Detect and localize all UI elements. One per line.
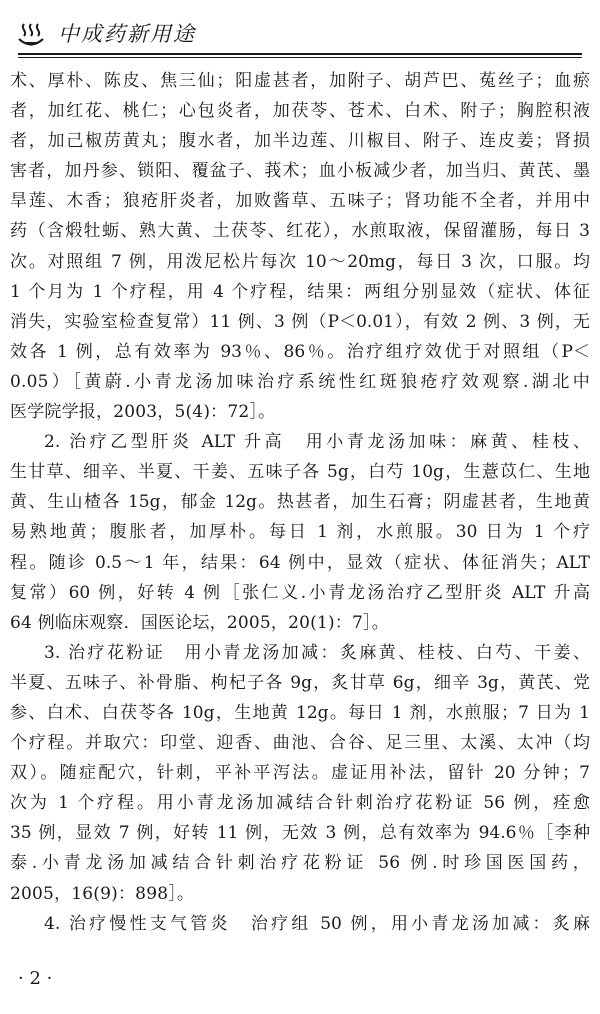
logo-icon — [18, 22, 44, 50]
text-line: 者，加红花、桃仁；心包炎者，加茯苓、苍术、白术、附子；胸腔积液 — [10, 101, 590, 122]
header-rule — [18, 53, 582, 55]
text-line: 35 例，显效 7 例，好转 11 例，无效 3 例，总有效率为 94.6％［李种 — [10, 823, 590, 844]
text-line: 药（含煅牡蛎、熟大黄、土茯苓、红花），水煎取液，保留灌肠，每日 3 — [10, 221, 590, 242]
page-header — [18, 10, 582, 50]
text-line: 旱莲、木香；狼疮肝炎者，加败酱草、五味子；肾功能不全者，并用中 — [10, 191, 590, 212]
text-line: 次。对照组 7 例，用泼尼松片每次 10～20mg，每日 3 次，口服。均 — [10, 251, 590, 272]
page-number: · 2 · — [18, 968, 53, 989]
running-title: 中成药新用途 — [58, 22, 196, 46]
text-line: 生甘草、细辛、半夏、干姜、五味子各 5g，白芍 10g，生薏苡仁、生地 — [10, 462, 590, 483]
text-line: 术、厚朴、陈皮、焦三仙；阳虚甚者，加附子、胡芦巴、菟丝子；血瘀 — [10, 71, 590, 91]
text-line: 个疗程。并取穴：印堂、迎香、曲池、合谷、足三里、太溪、太冲（均 — [10, 733, 590, 754]
text-line: 消失，实验室检查复常）11 例、3 例（P＜0.01），有效 2 例、3 例，无 — [10, 311, 590, 332]
header-rule-thin — [18, 57, 582, 58]
text-line: 易熟地黄；腹胀者，加厚朴。每日 1 剂，水煎服。30 日为 1 个疗 — [10, 522, 590, 543]
text-line: 者，加己椒苈黄丸；腹水者，加半边莲、川椒目、附子、连皮姜；肾损 — [10, 131, 590, 152]
text-line: 参、白术、白茯苓各 10g，生地黄 12g。每日 1 剂，水煎服；7 日为 1 — [10, 702, 590, 723]
section-heading-line: 3. 治疗花粉证 用小青龙汤加减：炙麻黄、桂枝、白芍、干姜、 — [44, 642, 590, 663]
reference-line: 泰.小青龙汤加减结合针刺治疗花粉证 56 例.时珍国医国药， — [10, 853, 590, 874]
reference-line: 医学院学报，2003，5(4)：72］。 — [10, 402, 276, 423]
text-line: 程。随诊 0.5～1 年，结果：64 例中，显效（症状、体征消失；ALT — [10, 552, 590, 573]
text-line: 1 个月为 1 个疗程，用 4 个疗程，结果：两组分别显效（症状、体征 — [10, 281, 590, 302]
reference-line: 0.05）［黄蔚.小青龙汤加味治疗系统性红斑狼疮疗效观察.湖北中 — [10, 371, 590, 392]
text-line: 害者，加丹参、锁阳、覆盆子、莪术；血小板减少者，加当归、黄芪、墨 — [10, 161, 590, 182]
text-line: 效各 1 例，总有效率为 93％、86％。治疗组疗效优于对照组（P＜ — [10, 341, 590, 362]
text-line: 复常）60 例，好转 4 例［张仁义.小青龙汤治疗乙型肝炎 ALT 升高 — [10, 582, 590, 603]
section-heading-line: 4. 治疗慢性支气管炎 治疗组 50 例，用小青龙汤加减：炙麻 — [44, 913, 590, 934]
text-line: 双）。随症配穴，针刺，平补平泻法。虚证用补法，留针 20 分钟；7 — [10, 763, 590, 784]
reference-line: 2005，16(9)：898］。 — [10, 883, 195, 904]
text-line: 半夏、五味子、补骨脂、枸杞子各 9g，炙甘草 6g，细辛 3g，黄芪、党 — [10, 672, 590, 693]
text-line: 黄、生山楂各 15g，郁金 12g。热甚者，加生石膏；阴虚甚者，生地黄 — [10, 492, 590, 513]
section-heading-line: 2. 治疗乙型肝炎 ALT 升高 用小青龙汤加味：麻黄、桂枝、 — [44, 432, 590, 453]
body-text — [10, 66, 590, 939]
reference-line: 64 例临床观察．国医论坛，2005，20(1)：7］。 — [10, 612, 389, 633]
text-line: 次为 1 个疗程。用小青龙汤加减结合针刺治疗花粉证 56 例，痊愈 — [10, 793, 590, 814]
